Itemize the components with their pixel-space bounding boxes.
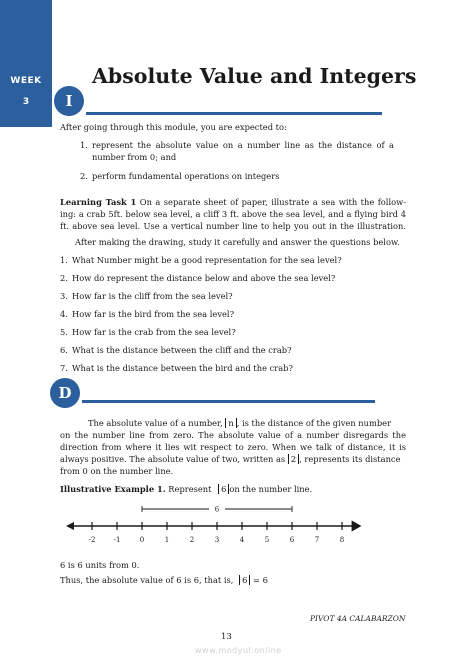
absolute-value-n: n	[225, 418, 236, 428]
tick-label: 1	[164, 536, 170, 544]
tick-label: -1	[113, 536, 121, 544]
watermark: www.modyul.online	[195, 646, 282, 655]
page-title: Absolute Value and Integers	[92, 64, 417, 88]
tick-label: 8	[339, 536, 345, 544]
absolute-value-line-1-b: , is the distance of the given number	[236, 418, 392, 428]
number-line	[60, 500, 370, 552]
objective-1-number: 1.	[80, 140, 88, 150]
question-5-number: 5.	[60, 327, 68, 337]
intro-text: After going through this module, you are expected to:	[60, 122, 287, 132]
absolute-value-line-2: on the number line from zero. The absolute value of a number disregards the	[60, 430, 406, 440]
number-line-ticks	[89, 522, 345, 544]
question-3-text: How far is the cliff from the sea level?	[72, 291, 233, 301]
task-line-1-text: On a separate sheet of paper, illustrate a sea with the follow-	[139, 197, 407, 207]
page-number: 13	[221, 632, 232, 642]
tick-label: 6	[289, 536, 295, 544]
week-tab	[0, 0, 52, 127]
tick-label: -2	[88, 536, 96, 544]
section-i-rule	[86, 112, 382, 115]
example-label: Illustrative Example 1.	[60, 484, 166, 494]
tick-label: 4	[239, 536, 245, 544]
example-line	[60, 483, 312, 497]
question-1-number: 1.	[60, 255, 68, 265]
absolute-value-line-1-a: The absolute value of a number,	[88, 418, 223, 428]
conclusion-a: Thus, the absolute value of 6 is 6, that is,	[60, 575, 234, 585]
example-text-b: on the number line.	[229, 484, 313, 494]
units-from-zero: 6 is 6 units from 0.	[60, 560, 140, 570]
absolute-value-line-3: direction from where it lies wit respect to zero. When we talk of distance, it is	[60, 442, 406, 452]
question-1-text: What Number might be a good representation for the sea level?	[72, 255, 342, 265]
conclusion-line	[60, 574, 268, 588]
question-4-text: How far is the bird from the sea level?	[72, 309, 235, 319]
absolute-value-line-4-a: always positive. The absolute value of two, written as	[60, 454, 286, 464]
section-i-badge: I	[54, 86, 84, 116]
footer-source: PIVOT 4A CALABARZON	[310, 614, 406, 623]
week-number: 3	[22, 97, 30, 107]
objective-1-line-2: number from 0; and	[92, 152, 177, 162]
tick-label: 5	[264, 536, 270, 544]
objective-1-line-1: represent the absolute value on a number line as the distance of a	[92, 140, 394, 150]
tick-label: 2	[189, 536, 195, 544]
task-line-2: ing: a crab 5ft. below sea level, a cliff 3 ft. above the sea level, and a flying bird 4	[60, 209, 406, 219]
distance-bracket-label: 6	[214, 505, 220, 514]
example-text-a: Represent	[168, 484, 212, 494]
tick-label: 7	[314, 536, 320, 544]
question-3-number: 3.	[60, 291, 68, 301]
tick-label: 3	[214, 536, 220, 544]
tick-label: 0	[139, 536, 145, 544]
task-line-4: After making the drawing, study it carefully and answer the questions below.	[75, 237, 400, 247]
question-6-number: 6.	[60, 345, 68, 355]
conclusion-abs-six: 6	[239, 575, 250, 585]
absolute-value-line-4-b: , represents its distance	[299, 454, 401, 464]
absolute-value-line-5: from 0 on the number line.	[60, 466, 174, 476]
absolute-value-two: 2	[288, 454, 299, 464]
objective-2-line-1: perform fundamental operations on integers	[92, 171, 280, 181]
question-2-text: How do represent the distance below and above the sea level?	[72, 273, 336, 283]
section-d-rule	[82, 400, 375, 403]
question-7-number: 7.	[60, 363, 68, 373]
question-4-number: 4.	[60, 309, 68, 319]
week-label: WEEK	[10, 76, 42, 86]
number-line-left-arrow	[66, 522, 74, 530]
example-abs-six: 6	[218, 484, 229, 494]
objective-2-number: 2.	[80, 171, 88, 181]
question-6-text: What is the distance between the cliff and the crab?	[72, 345, 292, 355]
task-line-3: ft. above sea level. Use a vertical number line to help you out in the illustration.	[60, 221, 406, 231]
question-7-text: What is the distance between the bird and the crab?	[72, 363, 293, 373]
question-2-number: 2.	[60, 273, 68, 283]
conclusion-b: = 6	[252, 575, 268, 585]
task-label: Learning Task 1	[60, 197, 137, 207]
section-d-badge: D	[50, 378, 80, 408]
question-5-text: How far is the crab from the sea level?	[72, 327, 236, 337]
